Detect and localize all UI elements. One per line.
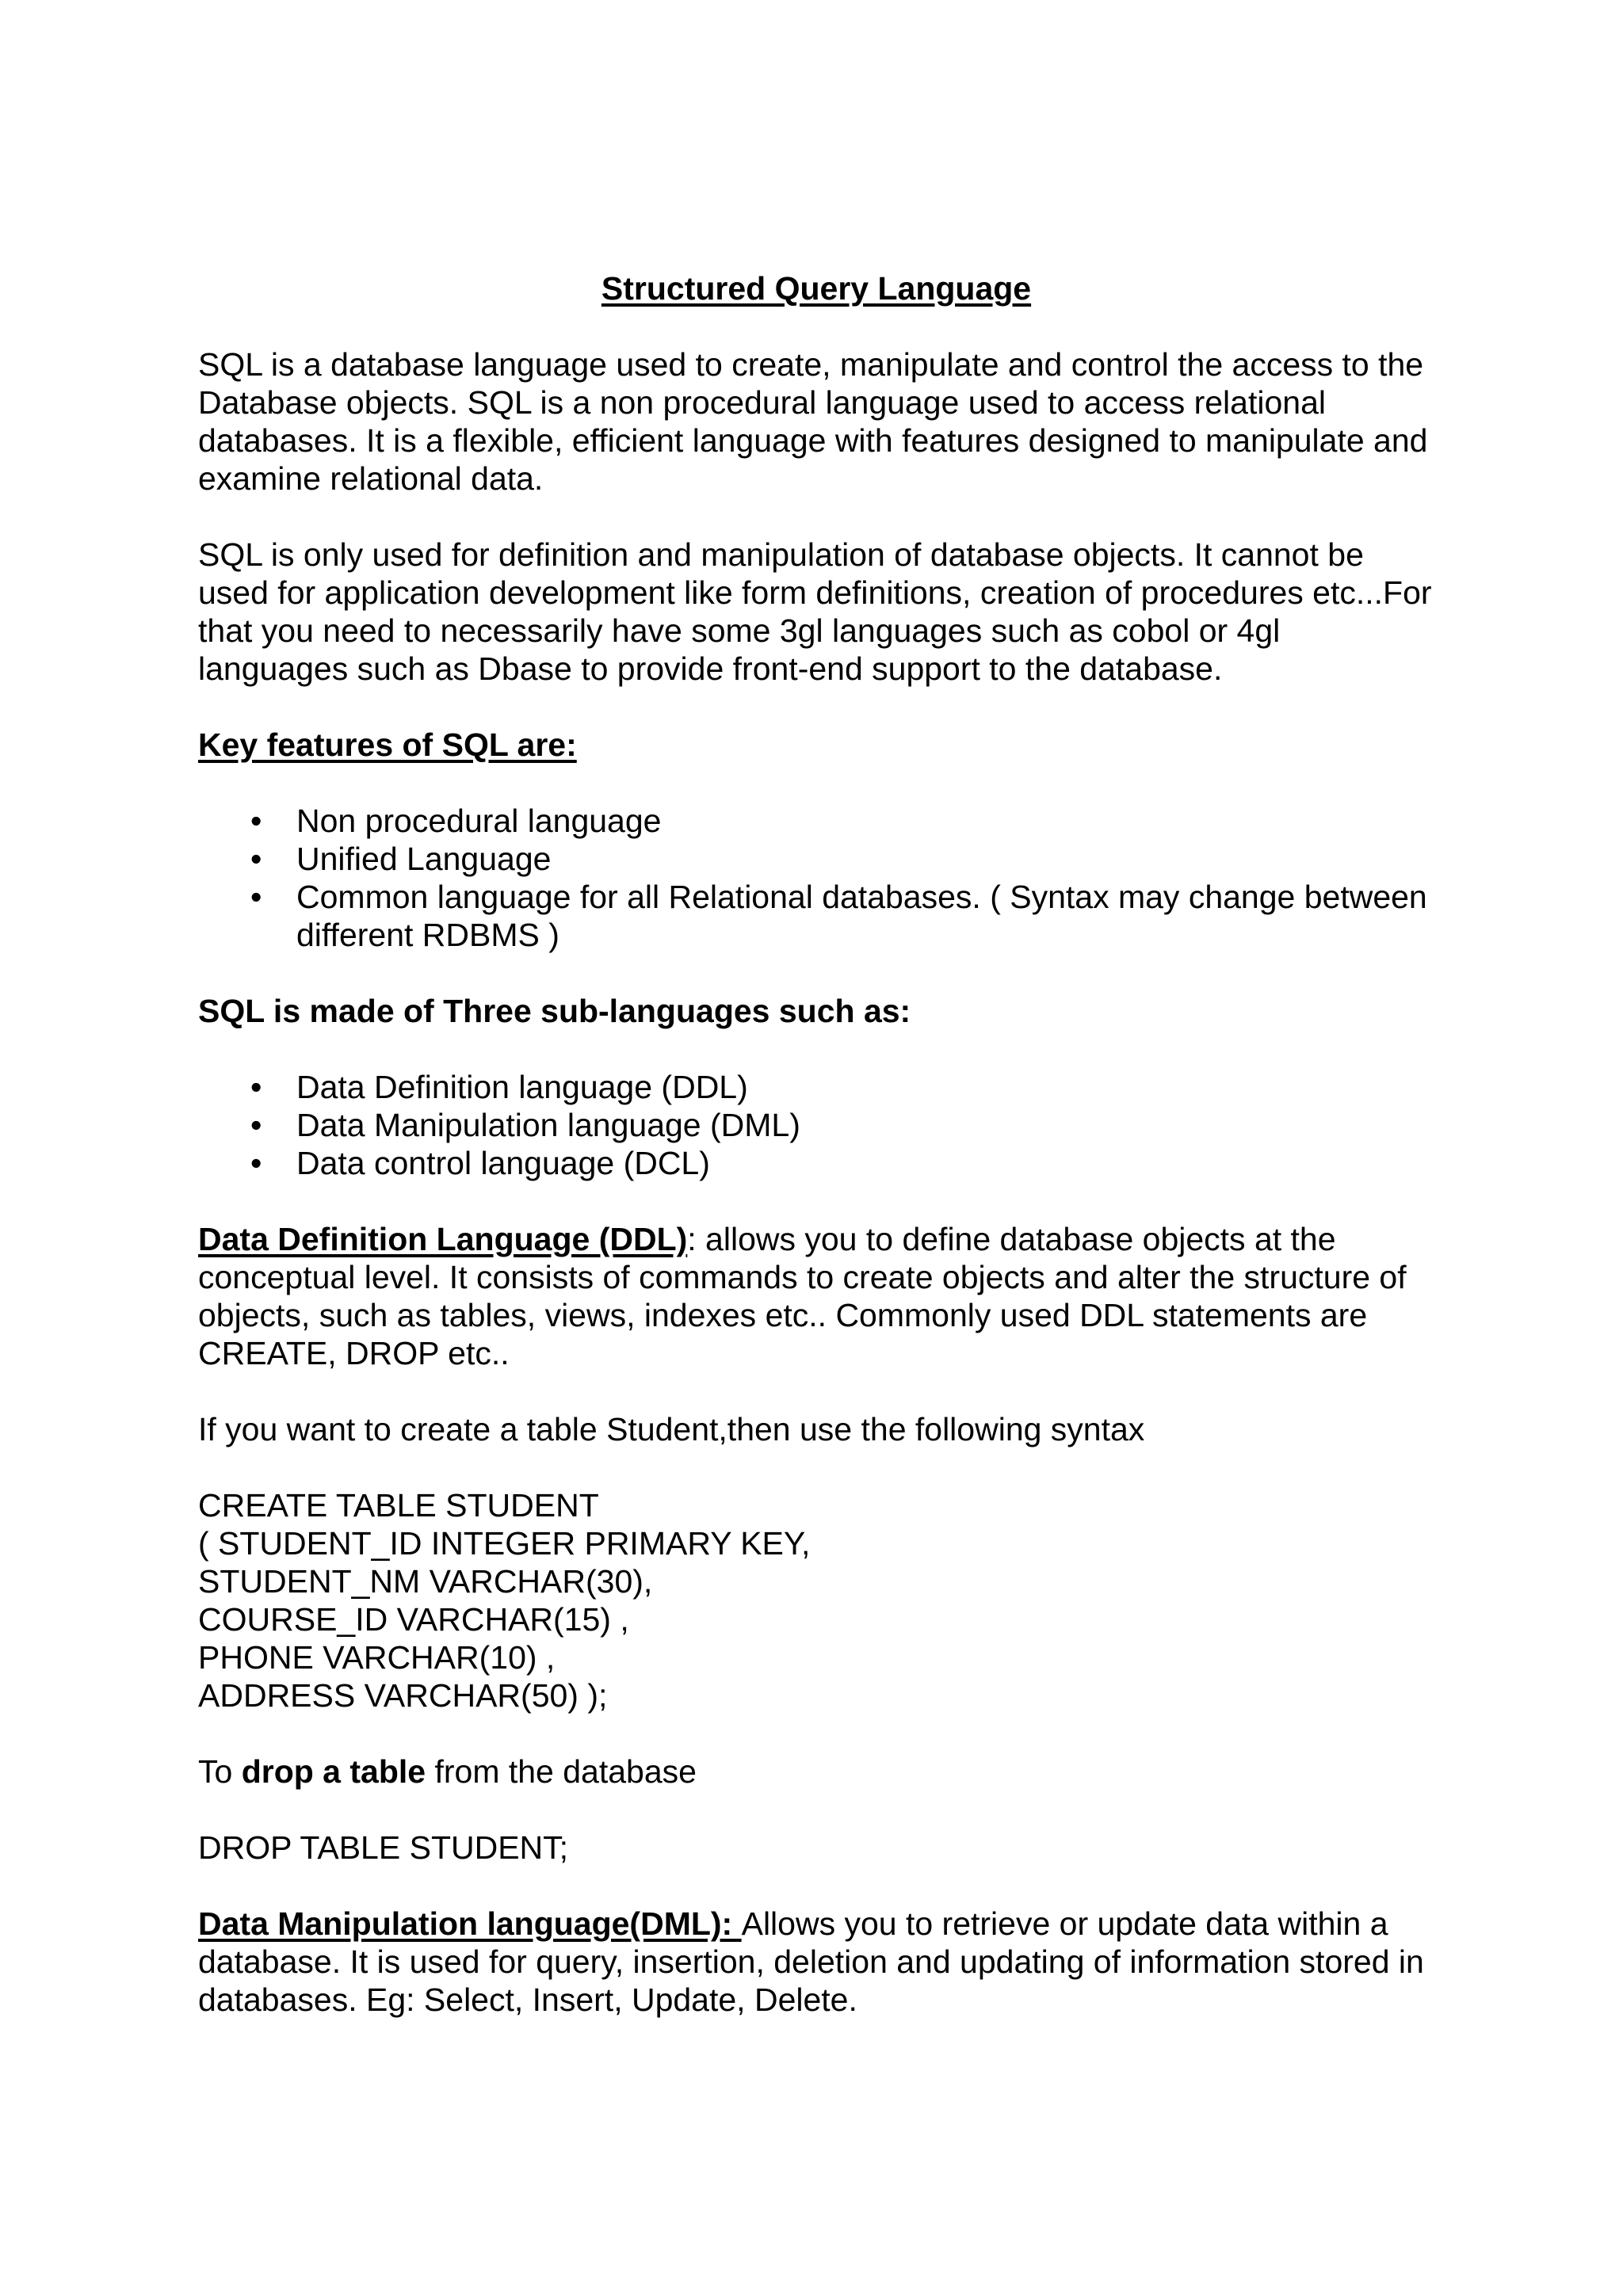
bullet-icon: •	[250, 1107, 262, 1143]
key-features-heading-text: Key features of SQL are:	[198, 727, 577, 763]
bullet-icon: •	[250, 1145, 262, 1181]
list-item	[250, 878, 1434, 954]
ddl-term: Data Definition Language (DDL)	[198, 1221, 688, 1257]
bullet-icon: •	[250, 841, 262, 877]
drop-prefix: To	[198, 1753, 242, 1790]
list-item	[250, 802, 1434, 840]
list-item-text: Unified Language	[296, 841, 552, 877]
list-item	[250, 840, 1434, 878]
list-item-text: Data Manipulation language (DML)	[296, 1107, 800, 1143]
drop-table-code: DROP TABLE STUDENT;	[198, 1829, 569, 1866]
sublanguages-heading-text: SQL is made of Three sub-languages such as:	[198, 993, 911, 1029]
intro-paragraph-2: SQL is only used for definition and manipulation of database objects. It cannot be used for application development like form definitions, creation of procedures etc...For that you need to necessarily have some 3gl languages such as cobol or 4gl languages such as Dbase to provide front-end support to the database.	[198, 536, 1432, 687]
list-item-text: Data control language (DCL)	[296, 1145, 710, 1181]
bullet-icon: •	[250, 879, 262, 915]
bullet-icon: •	[250, 1069, 262, 1105]
create-table-code	[198, 1486, 1434, 1714]
code-line: COURSE_ID VARCHAR(15) ,	[198, 1601, 629, 1638]
code-line: ADDRESS VARCHAR(50) );	[198, 1677, 608, 1714]
code-line: STUDENT_NM VARCHAR(30),	[198, 1563, 653, 1600]
ddl-description: : allows you to define database objects at the conceptual level. It consists of commands to create objects and alter the structure of objects, such as tables, views, indexes etc.. Commonly used DDL statements are CREATE, DROP etc..	[198, 1221, 1407, 1371]
list-item	[250, 1144, 1434, 1182]
create-table-intro: If you want to create a table Student,then use the following syntax	[198, 1411, 1145, 1447]
document-content	[198, 269, 1434, 2057]
list-item-text: Common language for all Relational databases. ( Syntax may change between different RDBMS )	[296, 879, 1427, 953]
list-item	[250, 1068, 1434, 1106]
list-item	[250, 1106, 1434, 1144]
drop-suffix: from the database	[426, 1753, 697, 1790]
list-item-text: Data Definition language (DDL)	[296, 1069, 748, 1105]
ddl-paragraph	[198, 1220, 1434, 1372]
document-title: Structured Query Language	[601, 270, 1032, 307]
sublanguages-list	[198, 1068, 1434, 1182]
key-features-heading	[198, 726, 1434, 764]
drop-emphasis: drop a table	[241, 1753, 426, 1790]
code-line: PHONE VARCHAR(10) ,	[198, 1639, 556, 1676]
dml-paragraph	[198, 1905, 1434, 2019]
key-features-list	[198, 802, 1434, 954]
code-line: ( STUDENT_ID INTEGER PRIMARY KEY,	[198, 1525, 811, 1562]
bullet-icon: •	[250, 803, 262, 839]
drop-table-intro	[198, 1753, 1434, 1791]
dml-description: Allows you to retrieve or update data within a database. It is used for query, insertion, deletion and updating of information stored in databases. Eg: Select, Insert, Update, Delete.	[198, 1905, 1424, 2018]
sublanguages-heading	[198, 992, 1434, 1030]
list-item-text: Non procedural language	[296, 803, 662, 839]
intro-paragraph-1: SQL is a database language used to create, manipulate and control the access to the Database objects. SQL is a non procedural language used to access relational databases. It is a flexible, efficient language with features designed to manipulate and examine relational data.	[198, 346, 1428, 497]
code-line: CREATE TABLE STUDENT	[198, 1487, 599, 1524]
dml-term: Data Manipulation language(DML):	[198, 1905, 742, 1942]
